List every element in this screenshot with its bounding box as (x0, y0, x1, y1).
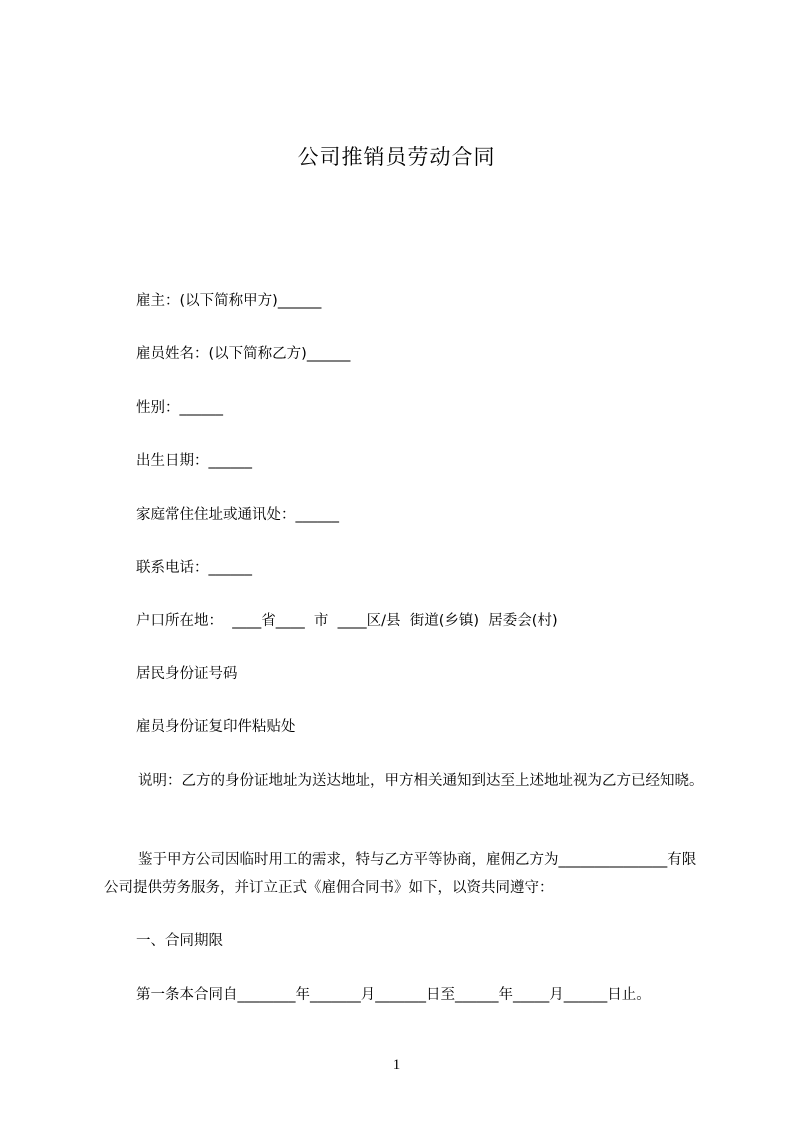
gender-field: 性别：______ (136, 400, 223, 416)
section-1-heading: 一、合同期限 (136, 933, 223, 949)
birth-date-field: 出生日期：______ (136, 453, 252, 469)
address-note-text: 说明：乙方的身份证地址为送达地址，甲方相关通知到达至上述地址视为乙方已经知晓。 (138, 773, 704, 789)
household-registration-field: 户口所在地： ____省____ 市 ____区/县 街道(乡镇) 居委会(村) (136, 613, 558, 629)
id-copy-area-label: 雇员身份证复印件粘贴处 (136, 719, 296, 735)
employee-name-field: 雇员姓名：(以下简称乙方)______ (136, 346, 351, 362)
id-number-field: 居民身份证号码 (136, 666, 238, 682)
address-note-paragraph (104, 767, 704, 795)
preamble-text: 鉴于甲方公司因临时用工的需求，特与乙方平等协商，雇佣乙方为_______________有限公司提供劳务服务，并订立正式《雇佣合同书》如下，以资共同遵守： (104, 852, 697, 896)
page-number: 1 (392, 1057, 401, 1073)
article-1-text: 第一条本合同自________年_______月_______日至______年_____月______日止。 (136, 987, 651, 1003)
preamble-paragraph (104, 846, 704, 902)
employer-field: 雇主：(以下简称甲方)______ (136, 293, 322, 309)
address-field: 家庭常住住址或通讯处：______ (136, 507, 339, 523)
document-title: 公司推销员劳动合同 (297, 145, 496, 169)
phone-field: 联系电话：______ (136, 560, 252, 576)
